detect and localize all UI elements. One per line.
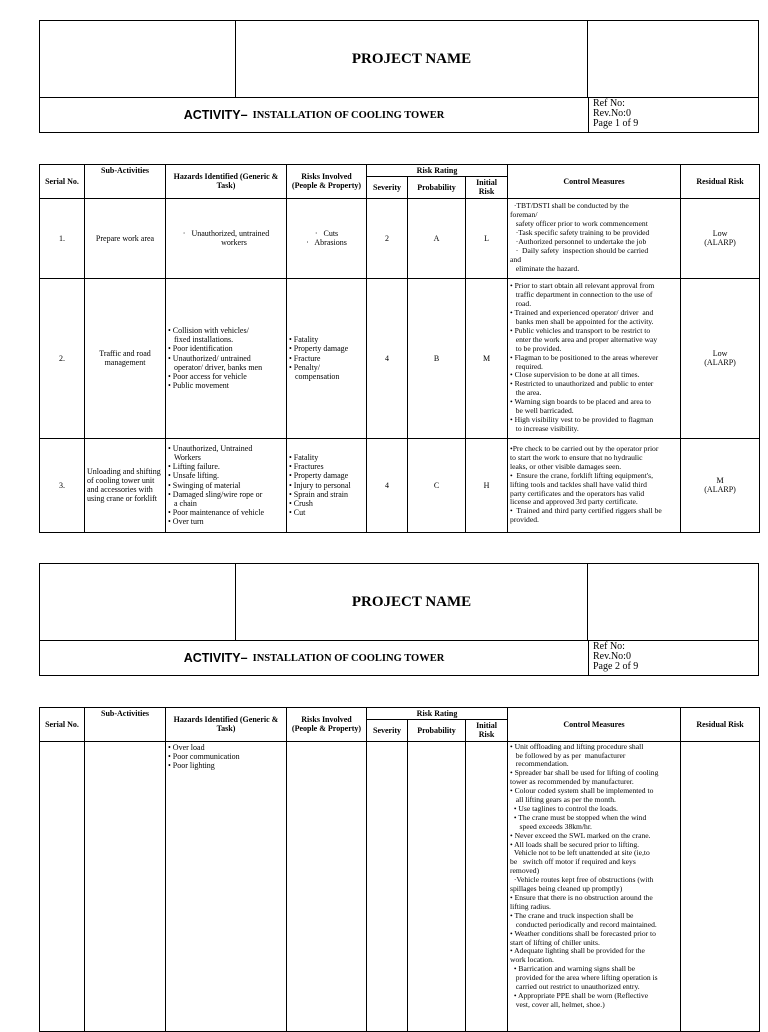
cell-hazards: • Unauthorized, Untrained Workers • Lifting failure. • Unsafe lifting. • Swinging of material • Damaged sling/wire rope or a chain • Poor maintenance of vehicle • Over turn — [166, 438, 287, 532]
cell-initial: H — [466, 438, 508, 532]
cell-severity: 2 — [367, 198, 408, 278]
header-initial: Initial Risk — [466, 177, 508, 198]
cell-risks: • Fatality • Property damage • Fracture • Penalty/ compensation — [287, 278, 367, 438]
cell-probability: A — [408, 198, 466, 278]
cell-initial — [466, 741, 508, 1031]
table-row — [40, 278, 760, 438]
cell-control: • Prior to start obtain all relevant approval from traffic department in connection to the use of road. • Trained and experienced operator/ driver and banks men shall be appointed for the activity. • Public vehicles and transport to be restrict to enter the work area and proper alternative way to be provided. • Flagman to be positioned to the areas wherever required. • Close supervision to be done at all times. • Restricted to unauthorized and public to enter the area. • Warning sign boards to be placed and area to be well barricaded. • High visibility vest to be provided to flagman to increase visibility. — [508, 278, 681, 438]
project-name: PROJECT NAME — [351, 593, 472, 610]
header-hazards: Hazards Identified (Generic & Task) — [166, 165, 287, 199]
cell-sub: Prepare work area — [85, 198, 166, 278]
cell-serial: 1. — [40, 198, 85, 278]
cell-risks: · Cuts · Abrasions — [287, 198, 367, 278]
cell-control: •Pre check to be carried out by the operator prior to start the work to ensure that no hydraulic leaks, or other visible damages seen. • Ensure the crane, forklift lifting equipment's, lifting tools and tackles shall have valid third party certificates and the operators has valid license and approved 3rd party certificate. • Trained and third party certified riggers shall be provided. — [508, 438, 681, 532]
activity-label: ACTIVITY– — [183, 651, 248, 665]
right-box — [587, 21, 758, 97]
project-name: PROJECT NAME — [351, 50, 472, 67]
logo-box — [40, 21, 236, 97]
header-risks: Risks Involved (People & Property) — [287, 165, 367, 199]
cell-sub — [85, 741, 166, 1031]
cell-residual: Low (ALARP) — [681, 278, 760, 438]
cell-hazards: • Over load • Poor communication • Poor lighting — [166, 741, 287, 1031]
header-risk-rating: Risk Rating — [367, 165, 508, 177]
right-box — [587, 564, 758, 640]
cell-serial — [40, 741, 85, 1031]
cell-severity: 4 — [367, 278, 408, 438]
ref-info — [588, 98, 758, 132]
cell-probability — [408, 741, 466, 1031]
cell-hazards: · Unauthorized, untrained workers — [166, 198, 287, 278]
cell-risks: • Fatality • Fractures • Property damage • Injury to personal • Sprain and strain • Crush • Cut — [287, 438, 367, 532]
ref-no: Ref No: — [593, 98, 625, 109]
header-probability: Probability — [408, 177, 466, 198]
cell-sub: Traffic and road management — [85, 278, 166, 438]
page-header-1 — [39, 20, 759, 133]
header-severity: Severity — [367, 177, 408, 198]
cell-sub: Unloading and shifting of cooling tower unit and accessories with using crane or forklift — [85, 438, 166, 532]
header-sub-activities: Sub-Activities — [85, 165, 166, 199]
header-control: Control Measures — [508, 165, 681, 199]
cell-initial: L — [466, 198, 508, 278]
cell-initial: M — [466, 278, 508, 438]
header-initial: Initial Risk — [466, 720, 508, 741]
cell-hazards: • Collision with vehicles/ fixed installations. • Poor identification • Unauthorized/ untrained operator/ driver, banks men • Poor access for vehicle • Public movement — [166, 278, 287, 438]
cell-control: ·TBT/DSTI shall be conducted by the foreman/ safety officer prior to work commencement ·Task specific safety training to be provided ·Authorized personnel to undertake the job · Daily safety inspection should be carried and eliminate the hazard. — [508, 198, 681, 278]
cell-risks — [287, 741, 367, 1031]
activity-label: ACTIVITY– — [183, 108, 248, 122]
rev-no: Rev.No:0 — [593, 108, 631, 119]
rev-no: Rev.No:0 — [593, 651, 631, 662]
cell-serial: 2. — [40, 278, 85, 438]
page-header-2 — [39, 563, 759, 676]
header-residual: Residual Risk — [681, 708, 760, 742]
header-risk-rating: Risk Rating — [367, 708, 508, 720]
header-residual: Residual Risk — [681, 165, 760, 199]
cell-residual: M (ALARP) — [681, 438, 760, 532]
header-serial: Serial No. — [40, 165, 85, 199]
cell-probability: B — [408, 278, 466, 438]
ref-no: Ref No: — [593, 641, 625, 652]
header-hazards: Hazards Identified (Generic & Task) — [166, 708, 287, 742]
logo-box — [40, 564, 236, 640]
page-number: Page 2 of 9 — [593, 661, 639, 672]
cell-severity: 4 — [367, 438, 408, 532]
header-risks: Risks Involved (People & Property) — [287, 708, 367, 742]
table-row — [40, 741, 760, 1031]
header-serial: Serial No. — [40, 708, 85, 742]
header-probability: Probability — [408, 720, 466, 741]
risk-table-1 — [39, 164, 760, 533]
cell-probability: C — [408, 438, 466, 532]
cell-residual: Low (ALARP) — [681, 198, 760, 278]
activity-title — [40, 98, 588, 132]
header-severity: Severity — [367, 720, 408, 741]
cell-control: • Unit offloading and lifting procedure shall be followed by as per manufacturer recommendation. • Spreader bar shall be used for lifting of cooling tower as recommended by manufacturer. • Colour coded system shall be implemented to all lifting gears as per the month. • Use taglines to control the loads. • The crane must be stopped when the wind speed exceeds 38km/hr. • Never exceed the SWL marked on the crane. • All loads shall be secured prior to lifting. Vehicle not to be left unattended at site (ie,to be switch off motor if required and keys removed) ·Vehicle routes kept free of obstructions (with spillages being cleaned up promptly) • Ensure that there is no obstruction around the lifting radius. • The crane and truck inspection shall be conducted periodically and record maintained. • Weather conditions shall be forecasted prior to start of lifting of chiller units. • Adequate lighting shall be provided for the work location. • Barrication and warning signs shall be provided for the area where lifting operation is carried out restrict to unauthorized entry. • Appropriate PPE shall be worn (Reflective vest, cover all, helmet, shoe.) — [508, 741, 681, 1031]
risk-table-2 — [39, 707, 760, 1032]
table-row — [40, 438, 760, 532]
cell-severity — [367, 741, 408, 1031]
activity-title — [40, 641, 588, 675]
header-sub-activities: Sub-Activities — [85, 708, 166, 742]
page-number: Page 1 of 9 — [593, 118, 639, 129]
header-control: Control Measures — [508, 708, 681, 742]
activity-name: INSTALLATION OF COOLING TOWER — [252, 109, 445, 121]
cell-serial: 3. — [40, 438, 85, 532]
activity-name: INSTALLATION OF COOLING TOWER — [252, 652, 445, 664]
ref-info — [588, 641, 758, 675]
table-row — [40, 198, 760, 278]
cell-residual — [681, 741, 760, 1031]
